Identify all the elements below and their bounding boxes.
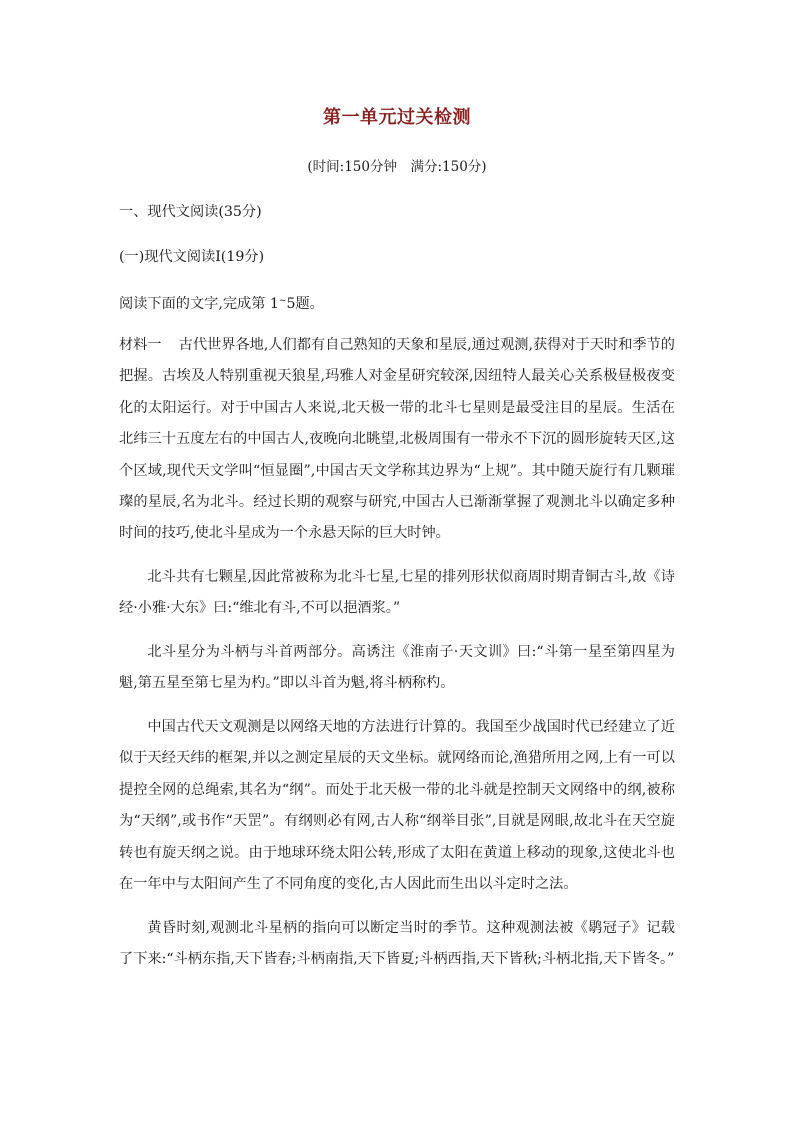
reading-instruction: [119, 290, 324, 315]
paragraph-text: 中国古代天文观测是以网络天地的方法进行计算的。我国至少战国时代已经建立了近似于天经天纬的框架,并以之测定星辰的天文坐标。就网络而论,渔猎所用之网,上有一可以提控全网的总绳索,其名为“纲”。而处于北天极一带的北斗就是控制天文网络中的纲,被称为“天纲”,或书作“天罡”。有纲则必有网,古人称“纲举目张”,目就是网眼,故北斗在天空旋转也有旋天纲之说。由于地球环绕太阳公转,形成了太阳在黄道上移动的现象,这使北斗也在一年中与太阳间产生了不同角度的变化,古人因此而生出以斗定时之法。: [119, 719, 675, 893]
exam-time-score: (时间:150分钟 满分:150分): [307, 159, 487, 175]
paragraph-text: 黄昏时刻,观测北斗星柄的指向可以断定当时的季节。这种观测法被《鹖冠子》记载了下来:“斗柄东指,天下皆春;斗柄南指,天下皆夏;斗柄西指,天下皆秋;斗柄北指,天下皆冬。”: [119, 920, 675, 968]
instruction-tilde: ~: [278, 296, 287, 306]
document-title: 第一单元过关检测: [323, 107, 471, 128]
paragraph-text: 古代世界各地,人们都有自己熟知的天象和星辰,通过观测,获得对于天时和季节的把握。古埃及人特别重视天狼星,玛雅人对金星研究较深,因纽特人最关心关系极昼极夜变化的太阳运行。对于中国古人来说,北天极一带的北斗七星则是最受注目的星辰。生活在北纬三十五度左右的中国古人,夜晚向北眺望,北极周围有一带永不下沉的圆形旋转天区,这个区域,现代天文学叫“恒显圈”,中国古天文学称其边界为“上规”。其中随天旋行有几颗璀璨的星辰,名为北斗。经过长期的观察与研究,中国古人已渐渐掌握了观测北斗以确定多种时间的技巧,使北斗星成为一个永悬天际的巨大时钟。: [119, 337, 675, 542]
subsection-heading: (一)现代文阅读Ⅰ(19分): [119, 249, 265, 265]
paragraph-text: 北斗共有七颗星,因此常被称为北斗七星,七星的排列形状似商周时期青铜古斗,故《诗经·小雅·大东》曰:“维北有斗,不可以挹酒浆。”: [119, 569, 675, 617]
paragraph-seasons: [119, 913, 675, 976]
paragraph-dipper-parts: [119, 637, 675, 700]
instruction-prefix: 阅读下面的文字,完成第 1: [119, 296, 279, 312]
instruction-suffix: 5题。: [286, 296, 324, 312]
paragraph-celestial-network: [119, 712, 675, 900]
paragraph-big-dipper: [119, 562, 675, 625]
paragraph-text: 北斗星分为斗柄与斗首两部分。高诱注《淮南子·天文训》曰:“斗第一星至第四星为魁,第五星至第七星为杓。”即以斗首为魁,将斗柄称杓。: [119, 644, 675, 692]
material-label: 材料一: [119, 337, 162, 353]
material-one-paragraph: [119, 330, 675, 550]
section-heading: 一、现代文阅读(35分): [119, 204, 262, 220]
